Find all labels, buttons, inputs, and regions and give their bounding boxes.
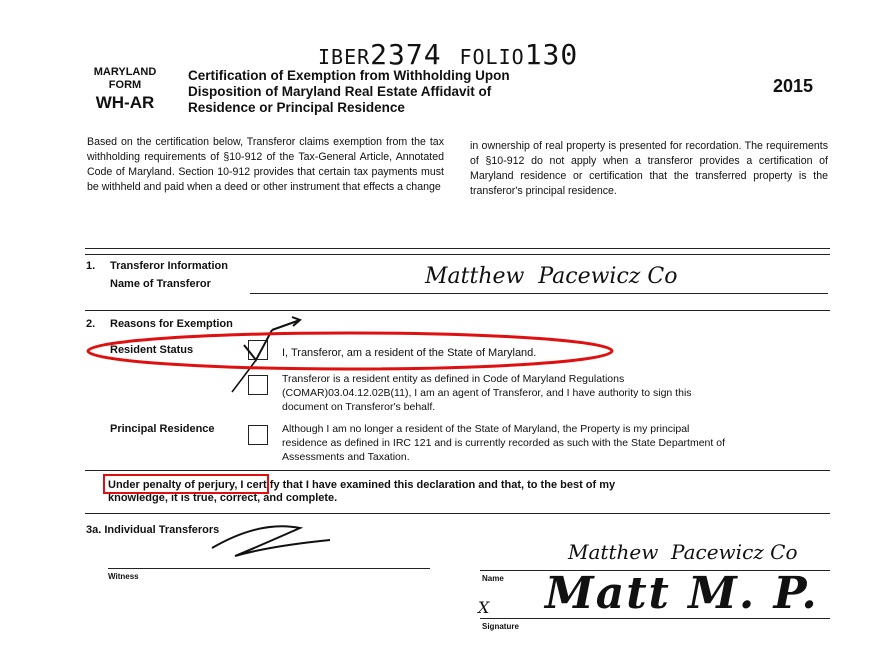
intro-paragraph-right: in ownership of real property is presented for recordation. The requirements of §10-912 do not apply when a transferor provides a certification of Maryland residence or certification that the transferred property is the transferor's principal residence.: [470, 140, 828, 197]
check-tail-stroke: [232, 360, 256, 392]
red-highlight-ellipse: [88, 333, 612, 369]
title-line-3: Residence or Principal Residence: [188, 100, 405, 115]
witness-label: Witness: [108, 572, 139, 581]
form-word: FORM: [108, 79, 142, 91]
form-year: 2015: [773, 76, 814, 96]
penalty-text-rest: I certify that I have examined this declaration and that, to the best of my: [237, 479, 616, 491]
handwritten-name-3a: Matthew Pacewicz Co: [568, 540, 798, 564]
signature-x-mark: X: [478, 598, 490, 617]
section1-title: Transferor Information: [110, 260, 228, 272]
form-code: WH-AR: [95, 93, 155, 112]
name-of-transferor-label: Name of Transferor: [110, 278, 211, 290]
resident-status-label: Resident Status: [110, 344, 194, 356]
red-highlight-rectangle: [104, 475, 268, 493]
section1-number: 1.: [86, 260, 96, 272]
folio-number: 130: [524, 38, 579, 71]
intro-paragraph-left: Based on the certification below, Transferor claims exemption from the tax withholding requirements of §10-912 of the Tax-General Article, Annotated Code of Maryland. Section 10-912 provides that certain tax payments must be withheld and paid when a deed or other instrument that effects a change: [87, 136, 444, 193]
title-line-1: Certification of Exemption from Withholding Upon: [188, 68, 510, 83]
form-state: MARYLAND: [93, 66, 157, 78]
section3a-title: 3a. Individual Transferors: [86, 524, 220, 536]
section2-title: Reasons for Exemption: [110, 318, 233, 330]
entity-line-2: (COMAR)03.04.12.02B(11), I am an agent of Transferor, and I have authority to sign this: [282, 387, 692, 399]
principal-residence-label: Principal Residence: [110, 423, 215, 435]
witness-scrawl: [212, 526, 330, 556]
handwritten-transferor-name: Matthew Pacewicz Co: [425, 264, 678, 289]
penalty-highlight-text: Under penalty of perjury,: [108, 479, 238, 491]
principal-line-2: residence as defined in IRC 121 and is currently recorded as such with the State Department of: [282, 437, 725, 449]
folio-label: FOLIO: [459, 45, 525, 69]
checkmark-icon: [244, 317, 300, 360]
resident-statement: I, Transferor, am a resident of the State of Maryland.: [282, 347, 537, 359]
name-label: Name: [482, 574, 504, 583]
entity-line-3: document on Transferor's behalf.: [282, 401, 436, 413]
section2-number: 2.: [86, 318, 96, 330]
liber-number: 2374: [370, 38, 442, 71]
entity-line-1: Transferor is a resident entity as defined in Code of Maryland Regulations: [282, 373, 625, 385]
principal-line-1: Although I am no longer a resident of the State of Maryland, the Property is my principal: [282, 423, 690, 435]
principal-line-3: Assessments and Taxation.: [282, 451, 410, 463]
liber-label: IBER: [318, 45, 371, 69]
signature-label: Signature: [482, 622, 519, 631]
title-line-2: Disposition of Maryland Real Estate Affidavit of: [188, 84, 492, 99]
handwritten-signature: Matt M. P.: [545, 568, 819, 619]
penalty-text-line2: knowledge, it is true, correct, and complete.: [108, 492, 338, 504]
